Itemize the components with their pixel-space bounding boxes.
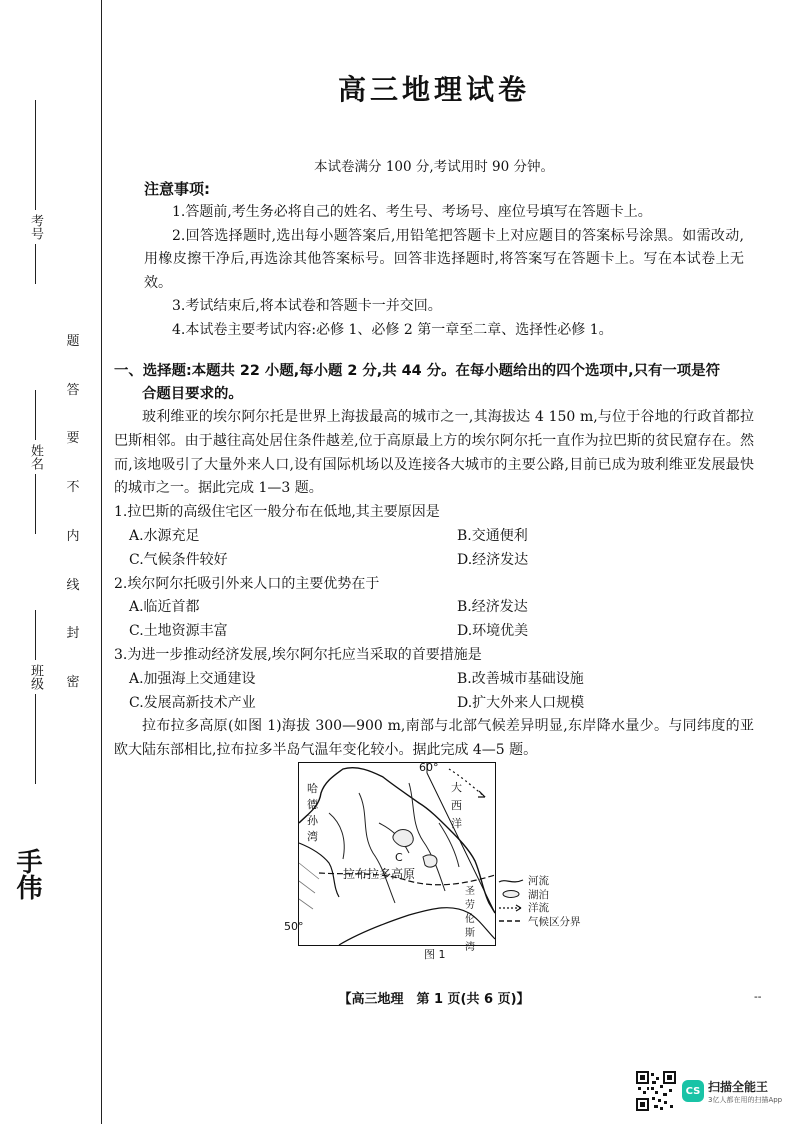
option-d[interactable]: D.经济发达 (457, 551, 529, 568)
note-item: 3.考试结束后,将本试卷和答题卡一并交回。 (172, 298, 442, 315)
warning-char: 内 (66, 528, 80, 544)
scanner-watermark (636, 1070, 784, 1112)
notes-list (144, 201, 744, 343)
binding-line (101, 0, 102, 1124)
option-d[interactable]: D.扩大外来人口规模 (457, 694, 585, 711)
cs-logo-icon: CS (682, 1080, 704, 1102)
river (329, 813, 344, 859)
legend-label: 湖泊 (528, 888, 549, 901)
option-c[interactable]: C.土地资源丰富 (129, 623, 228, 640)
label-gulf-text: 圣劳伦斯湾 (465, 886, 475, 953)
lake-legend-icon (498, 889, 524, 899)
note-item: 2.回答选择题时,选出每小题答案后,用铅笔把答题卡上对应题目的答案标号涂黑。如需改动,用橡皮擦干净后,再选涂其他答案标号。回答非选择题时,将答案写在答题卡上。写在本试卷上无效。 (144, 227, 744, 291)
question-stem: 3.为进一步推动经济发展,埃尔阿尔托应当采取的首要措施是 (114, 646, 482, 663)
legend-label: 洋流 (528, 902, 549, 915)
legend-label: 河流 (528, 875, 549, 888)
label-gulf (465, 885, 479, 955)
figure-caption: 图 1 (424, 948, 446, 961)
option-a[interactable]: A.加强海上交通建设 (129, 670, 256, 687)
legend-row-current (498, 901, 608, 915)
current-legend-icon (498, 903, 524, 913)
label-lat-top: 60° (419, 761, 439, 774)
exam-no-label: 考号 (28, 214, 43, 240)
option-a[interactable]: A.临近首都 (129, 599, 200, 616)
warning-char: 封 (66, 626, 80, 642)
class-label: 班级 (28, 664, 43, 690)
note-item: 4.本试卷主要考试内容:必修 1、必修 2 第一章至二章、选择性必修 1。 (172, 321, 613, 338)
lake (393, 830, 413, 847)
scanner-tagline: 3亿人都在用的扫描App (708, 1095, 783, 1104)
option-b[interactable]: B.经济发达 (457, 599, 528, 616)
lake (423, 855, 437, 867)
boundary-legend-icon (498, 916, 524, 926)
label-atlantic-text: 大西洋 (451, 781, 462, 830)
exam-no-field[interactable] (26, 100, 45, 284)
page-title: 高三地理试卷 (337, 73, 530, 106)
warning-char: 密 (66, 674, 80, 690)
option-c[interactable]: C.发展高新技术产业 (129, 694, 256, 711)
hudson-bay-shore (299, 843, 339, 897)
footer-dash: -- (754, 990, 762, 1003)
figure-labrador-map (298, 761, 496, 953)
option-d[interactable]: D.环境优美 (457, 623, 529, 640)
seal-line-warning (62, 330, 84, 690)
exam-subtitle: 本试卷满分 100 分,考试用时 90 分钟。 (314, 159, 554, 175)
options-group (114, 668, 754, 716)
page-footer: 【高三地理 第 1 页(共 6 页)】 (338, 992, 530, 1007)
warning-char: 题 (66, 334, 80, 349)
label-hudson (307, 781, 321, 845)
section-heading-line2: 合题目要求的。 (142, 386, 243, 402)
class-field[interactable] (26, 610, 45, 784)
notes-heading: 注意事项: (144, 180, 210, 198)
note-item: 1.答题前,考生务必将自己的姓名、考生号、考场号、座位号填写在答题卡上。 (172, 204, 652, 220)
section-heading-line1: 一、选择题:本题共 22 小题,每小题 2 分,共 44 分。在每小题给出的四个选项中,只有一项是符 (114, 363, 720, 379)
option-b[interactable]: B.改善城市基础设施 (457, 670, 584, 687)
section-multiple-choice (114, 360, 754, 763)
passage-el-alto: 玻利维亚的埃尔阿尔托是世界上海拔最高的城市之一,其海拔达 4 150 m,与位于谷地的行政首都拉巴斯相邻。由于越往高处居住条件越差,位于高原最上方的埃尔阿尔托一直作为拉巴斯的贫民窟存在。然而,该地吸引了大量外来人口,设有国际机场以及连接各大城市的主要公路,目前已成为玻利维亚发展最快的城市之一。据此完成 1—3 题。 (114, 409, 754, 497)
legend-row-river (498, 874, 608, 888)
name-label: 姓名 (28, 444, 43, 470)
label-plateau: 拉布拉多高原 (343, 867, 416, 881)
legend-label: 气候区分界 (528, 915, 581, 928)
section-heading (114, 360, 754, 406)
map-legend (498, 874, 608, 928)
warning-char: 不 (66, 480, 80, 496)
current-arrow-head (478, 791, 485, 797)
options-group (114, 596, 754, 644)
warning-char: 线 (66, 577, 80, 593)
legend-row-lake (498, 888, 608, 902)
river (359, 793, 395, 903)
passage-labrador: 拉布拉多高原(如图 1)海拔 300—900 m,南部与北部气候差异明显,东岸降水量少。与同纬度的亚欧大陆东部相比,拉布拉多半岛气温年变化较小。据此完成 4—5 题。 (114, 718, 754, 759)
options-group (114, 525, 754, 573)
question-stem: 1.拉巴斯的高级住宅区一般分布在低地,其主要原因是 (114, 504, 440, 521)
label-marker-c: C (395, 851, 403, 864)
hatch-water (299, 863, 319, 909)
warning-char: 要 (66, 431, 80, 447)
question-stem: 2.埃尔阿尔托吸引外来人口的主要优势在于 (114, 575, 380, 592)
qr-code-icon (636, 1071, 676, 1111)
label-hudson-text: 哈德孙湾 (307, 782, 318, 843)
warning-char: 答 (66, 382, 80, 398)
scanner-brand (708, 1078, 782, 1105)
name-field[interactable] (26, 390, 45, 534)
label-lat-bottom: 50° (284, 920, 304, 933)
scanner-name: 扫描全能王 (708, 1079, 769, 1094)
river-legend-icon (498, 876, 524, 886)
handwritten-mark: 手伟 (12, 848, 42, 900)
option-b[interactable]: B.交通便利 (457, 527, 528, 544)
legend-row-boundary (498, 915, 608, 929)
label-atlantic (451, 779, 465, 833)
option-a[interactable]: A.水源充足 (129, 527, 200, 544)
option-c[interactable]: C.气候条件较好 (129, 551, 228, 568)
